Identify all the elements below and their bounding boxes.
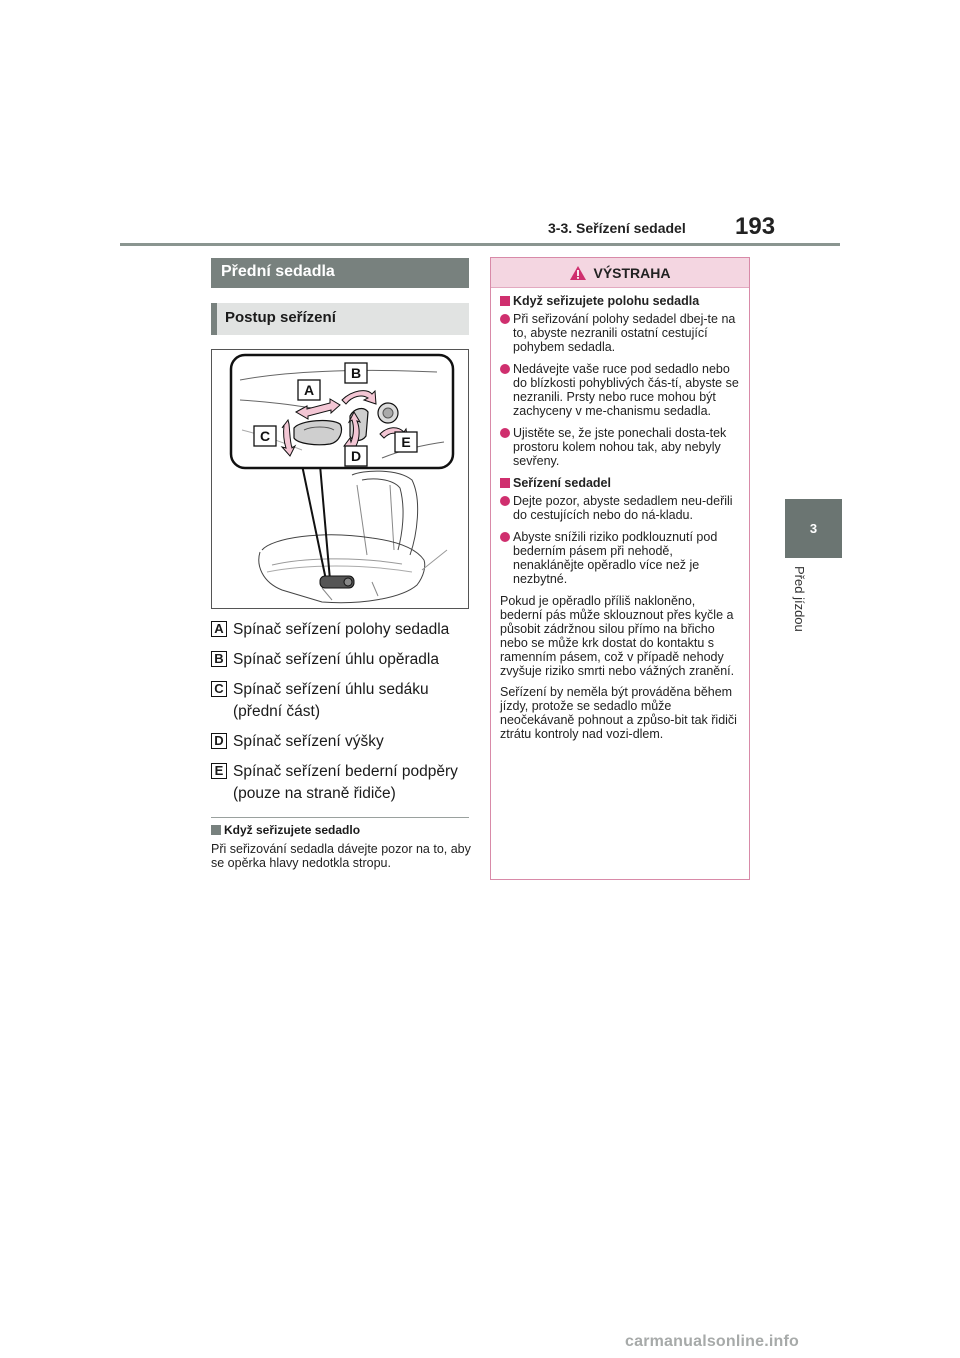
warning-bullet: Ujistěte se, že jste ponechali dosta-tek prostoru kolem nohou tak, aby nebyly sevřeny. <box>500 426 739 468</box>
legend-item <box>211 732 473 751</box>
warning-bullet: Abyste snížili riziko podklouznutí pod bederním pásem při nehodě, nenaklánějte opěradlo více než je nezbytné. <box>500 530 739 586</box>
warning-paragraph: Pokud je opěradlo příliš nakloněno, bederní pás může sklouznout přes kyčle a působit zádržnou silou přímo na břicho nebo se může krk dostat do kontaktu s ramenním pásem, což v případě nehody zvyšuje riziko smrti nebo vážných zranění. <box>500 594 735 678</box>
svg-text:B: B <box>350 365 362 381</box>
callout-d <box>345 446 367 466</box>
legend-tag: A <box>211 621 227 637</box>
bullet-dot-icon <box>500 314 510 324</box>
page-number: 193 <box>735 213 776 240</box>
warning-bullet: Při seřizování polohy sedadel dbej-te na to, abyste nezranili ostatní cestující pohybem sedadla. <box>500 312 739 354</box>
section-header: 3-3. Seřízení sedadel <box>548 220 686 236</box>
note-block <box>211 823 473 870</box>
warning-box <box>490 257 750 880</box>
switch-legend-list <box>211 620 473 814</box>
subsection-title: Postup seřízení <box>211 303 469 335</box>
header-rule <box>120 243 840 246</box>
svg-text:C: C <box>259 428 271 444</box>
note-body: Při seřizování sedadla dávejte pozor na to, aby se opěrka hlavy nedotkla stropu. <box>211 842 471 870</box>
callout-c <box>254 426 276 446</box>
legend-text: Spínač seřízení bederní podpěry (pouze na straně řidiče) <box>233 763 458 802</box>
section-title: Přední sedadla <box>211 258 469 288</box>
square-bullet-icon <box>500 478 510 488</box>
warning-paragraph: Seřízení by neměla být prováděna během jízdy, protože se sedadlo může neočekávaně pohnout a způso-bit tak řidiči ztrátu kontroly nad vozi-dlem. <box>500 685 737 741</box>
site-watermark: carmanualsonline.info <box>625 1333 800 1350</box>
bullet-dot-icon <box>500 532 510 542</box>
warning-bullet: Dejte pozor, abyste sedadlem neu-deřili do cestujících nebo do ná-kladu. <box>500 494 739 522</box>
legend-text: Spínač seřízení úhlu sedáku (přední část) <box>233 681 429 720</box>
note-divider <box>211 817 469 818</box>
callout-a <box>298 380 320 400</box>
chapter-label: Před jízdou <box>792 566 807 632</box>
legend-tag: C <box>211 681 227 697</box>
callout-e <box>395 432 417 452</box>
seat-position-switch <box>294 421 342 445</box>
legend-tag: E <box>211 763 227 779</box>
legend-item <box>211 650 473 669</box>
legend-item <box>211 762 473 803</box>
bullet-dot-icon <box>500 496 510 506</box>
chapter-tab: 3 <box>785 499 842 558</box>
legend-text: Spínač seřízení výšky <box>233 733 384 750</box>
callout-b <box>345 363 367 383</box>
legend-text: Spínač seřízení polohy sedadla <box>233 621 450 638</box>
lumbar-switch <box>378 403 398 423</box>
svg-text:E: E <box>401 434 411 450</box>
seat-illustration <box>212 350 469 609</box>
seat-switch-figure <box>211 349 469 609</box>
legend-tag: B <box>211 651 227 667</box>
svg-text:A: A <box>303 382 315 398</box>
warning-body <box>491 288 749 741</box>
legend-item <box>211 680 473 721</box>
legend-text: Spínač seřízení úhlu opěradla <box>233 651 439 668</box>
warning-triangle-icon <box>569 265 587 281</box>
svg-text:D: D <box>350 448 362 464</box>
legend-tag: D <box>211 733 227 749</box>
warning-bullet: Nedávejte vaše ruce pod sedadlo nebo do blízkosti pohyblivých čás-tí, abyste se nezranili. Prsty nebo ruce mohou být zachyceny v me-chanismu sedadla. <box>500 362 739 418</box>
bullet-dot-icon <box>500 364 510 374</box>
square-bullet-icon <box>500 296 510 306</box>
warning-section-title: Když seřizujete polohu sedadla <box>500 294 739 308</box>
warning-header <box>491 258 749 288</box>
warning-section-title: Seřízení sedadel <box>500 476 739 490</box>
legend-item <box>211 620 473 639</box>
bullet-dot-icon <box>500 428 510 438</box>
warning-title: VÝSTRAHA <box>593 264 671 281</box>
square-bullet-icon <box>211 825 221 835</box>
note-title: Když seřizujete sedadlo <box>211 823 473 837</box>
